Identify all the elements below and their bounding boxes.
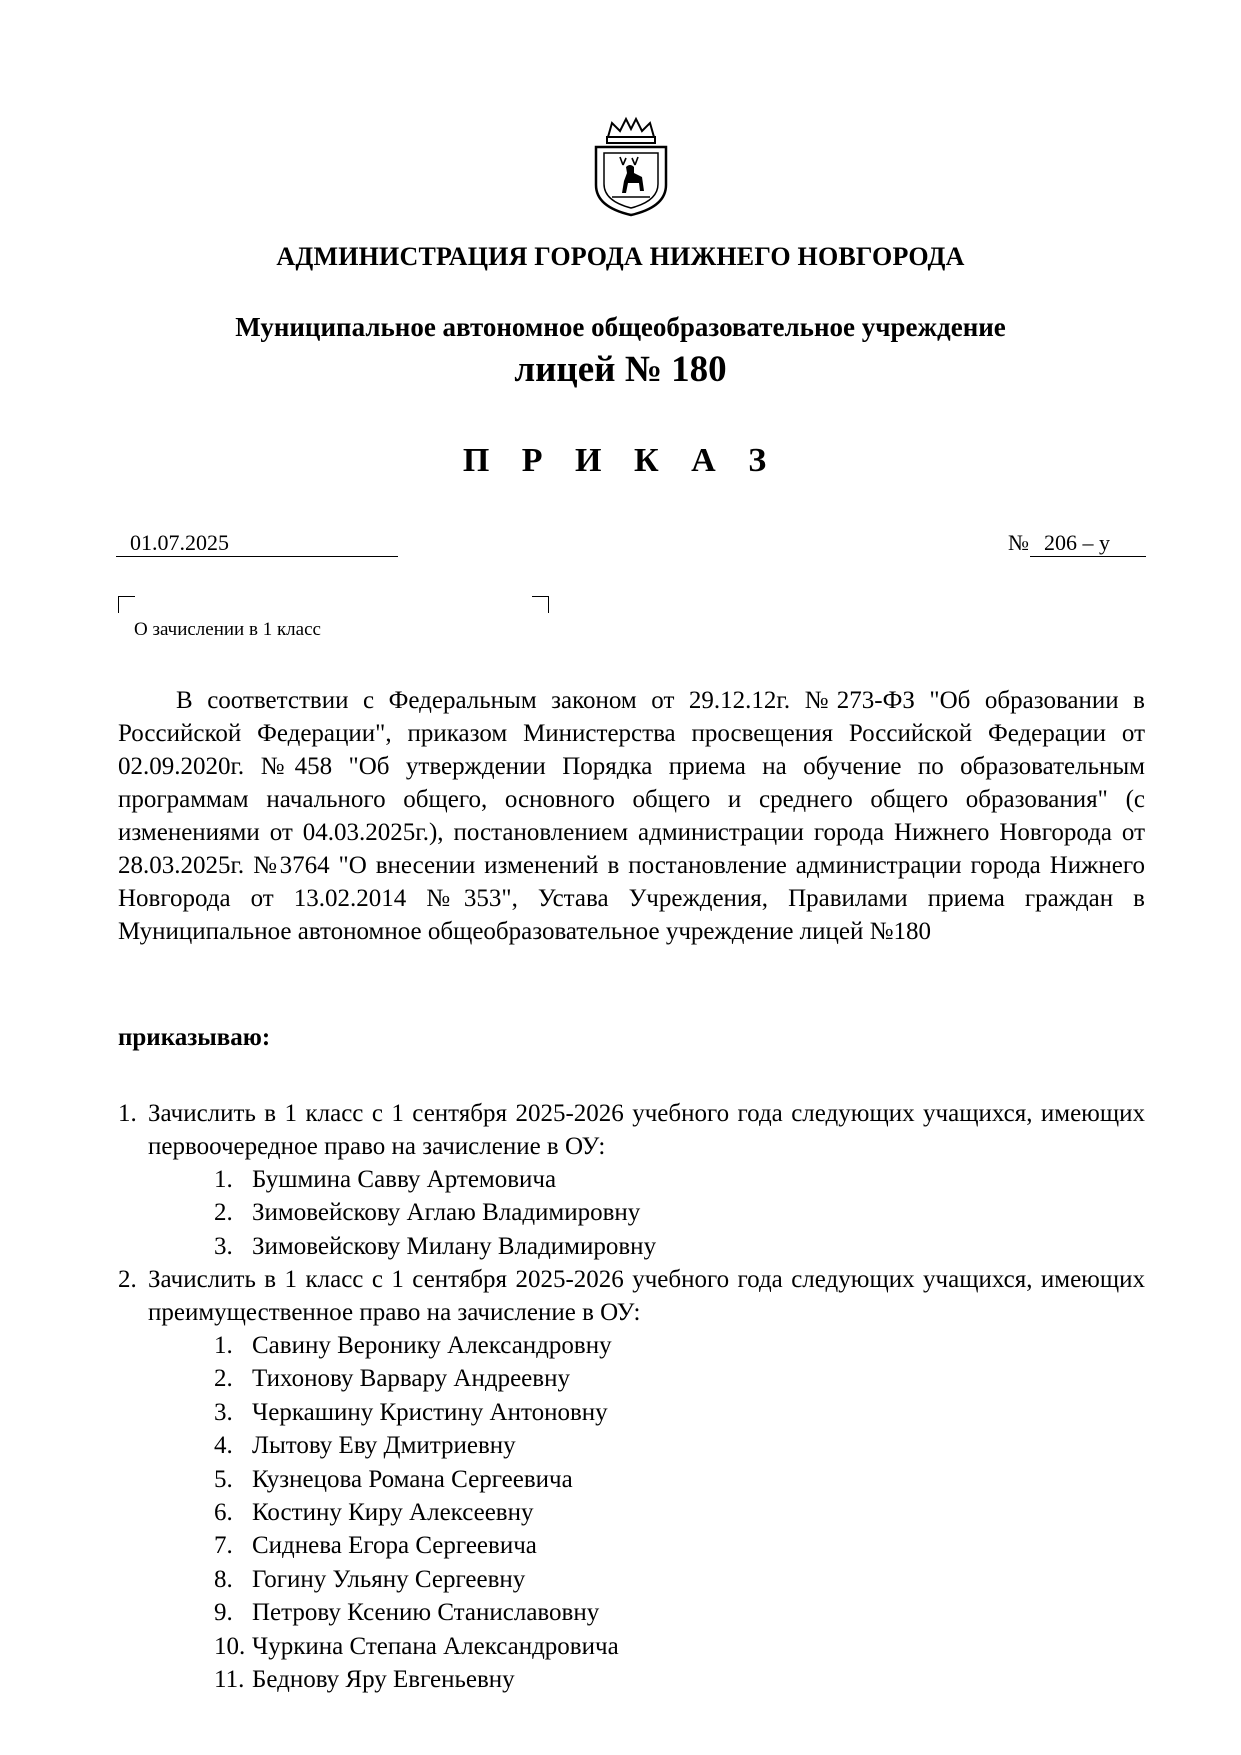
order-number: 206 – у <box>1030 531 1146 557</box>
student-list-2 <box>214 1329 619 1696</box>
order-item-text: Зачислить в 1 класс с 1 сентября 2025-2026 учебного года следующих учащихся, имеющих первоочередное право на зачисление в ОУ: <box>148 1100 1145 1160</box>
student-name: Чуркина Степана Александровича <box>252 1632 619 1660</box>
list-item-number: 5. <box>214 1465 233 1493</box>
student-name: Черкашину Кристину Антоновну <box>252 1398 608 1426</box>
list-item-number: 10. <box>214 1632 246 1660</box>
list-item-number: 6. <box>214 1499 233 1527</box>
student-list-1 <box>214 1163 656 1263</box>
list-item <box>214 1529 619 1562</box>
order-word: приказываю: <box>118 1024 271 1051</box>
coat-of-arms-icon <box>590 115 672 219</box>
preamble-paragraph: В соответствии с Федеральным законом от 29.12.12г. №273-ФЗ "Об образовании в Российской Федерации", приказом Министерства просвещения Российской Федерации от 02.09.2020г. №458 "Об утверждении Порядка приема на обучение по образовательным программам начального общего, основного общего и среднего общего образования" (с изменениями от 04.03.2025г.), постановлением администрации города Нижнего Новгорода от 28.03.2025г. №3764 "О внесении изменений в постановление администрации города Нижнего Новгорода от 13.02.2014 №353", Устава Учреждения, Правилами приема граждан в Муниципальное автономное общеобразовательное учреждение лицей №180 <box>118 687 1145 945</box>
student-name: Савину Веронику Александровну <box>252 1332 612 1359</box>
list-item <box>214 1396 619 1429</box>
student-name: Кузнецова Романа Сергеевича <box>252 1465 573 1493</box>
order-item-1 <box>118 1097 1145 1163</box>
student-name: Гогину Ульяну Сергеевну <box>252 1565 526 1593</box>
list-item <box>214 1630 619 1663</box>
student-name: Сиднева Егора Сергеевича <box>252 1532 537 1560</box>
student-name: Беднову Яру Евгеньевну <box>252 1666 515 1694</box>
list-item-number: 3. <box>214 1232 233 1260</box>
list-item <box>214 1230 656 1263</box>
student-name: Петрову Ксению Станиславовну <box>252 1599 600 1627</box>
list-item-number: 8. <box>214 1565 233 1593</box>
list-item <box>214 1362 619 1395</box>
lyceum-title: лицей № 180 <box>514 349 727 390</box>
subject-bracket-left <box>118 596 135 613</box>
order-date: 01.07.2025 <box>116 531 398 557</box>
subject-bracket-right <box>532 596 549 613</box>
list-item <box>214 1163 656 1196</box>
list-item <box>214 1196 656 1229</box>
student-name: Зимовейскову Милану Владимировну <box>252 1232 657 1260</box>
list-item <box>214 1329 619 1362</box>
student-name: Тихонову Варвару Андреевну <box>252 1365 570 1393</box>
student-name: Костину Киру Алексеевну <box>252 1499 534 1527</box>
institution-title: Муниципальное автономное общеобразовательное учреждение <box>235 312 1006 342</box>
student-name: Зимовейскову Аглаю Владимировну <box>252 1199 641 1227</box>
list-item-number: 3. <box>214 1398 233 1426</box>
list-item-number: 11. <box>214 1666 245 1694</box>
order-item-2 <box>118 1263 1145 1329</box>
list-item-number: 2. <box>214 1365 233 1393</box>
administration-title: АДМИНИСТРАЦИЯ ГОРОДА НИЖНЕГО НОВГОРОДА <box>276 242 965 271</box>
order-item-text: Зачислить в 1 класс с 1 сентября 2025-2026 учебного года следующих учащихся, имеющих преимущественное право на зачисление в ОУ: <box>148 1266 1145 1326</box>
list-item <box>214 1596 619 1629</box>
list-item-number: 1. <box>214 1166 233 1193</box>
order-number-sign: № <box>1008 530 1029 555</box>
order-item-number: 2. <box>118 1266 137 1293</box>
list-item <box>214 1429 619 1462</box>
list-item-number: 1. <box>214 1332 233 1359</box>
list-item <box>214 1663 619 1696</box>
student-name: Бушмина Савву Артемовича <box>252 1166 557 1193</box>
list-item-number: 2. <box>214 1199 233 1227</box>
list-item-number: 9. <box>214 1599 233 1627</box>
list-item-number: 4. <box>214 1432 233 1460</box>
order-subject: О зачислении в 1 класс <box>134 619 321 640</box>
student-name: Лытову Еву Дмитриевну <box>252 1432 516 1460</box>
list-item-number: 7. <box>214 1532 233 1560</box>
document-type: П Р И К А З <box>462 442 779 479</box>
list-item <box>214 1496 619 1529</box>
order-item-number: 1. <box>118 1100 137 1127</box>
list-item <box>214 1563 619 1596</box>
list-item <box>214 1463 619 1496</box>
